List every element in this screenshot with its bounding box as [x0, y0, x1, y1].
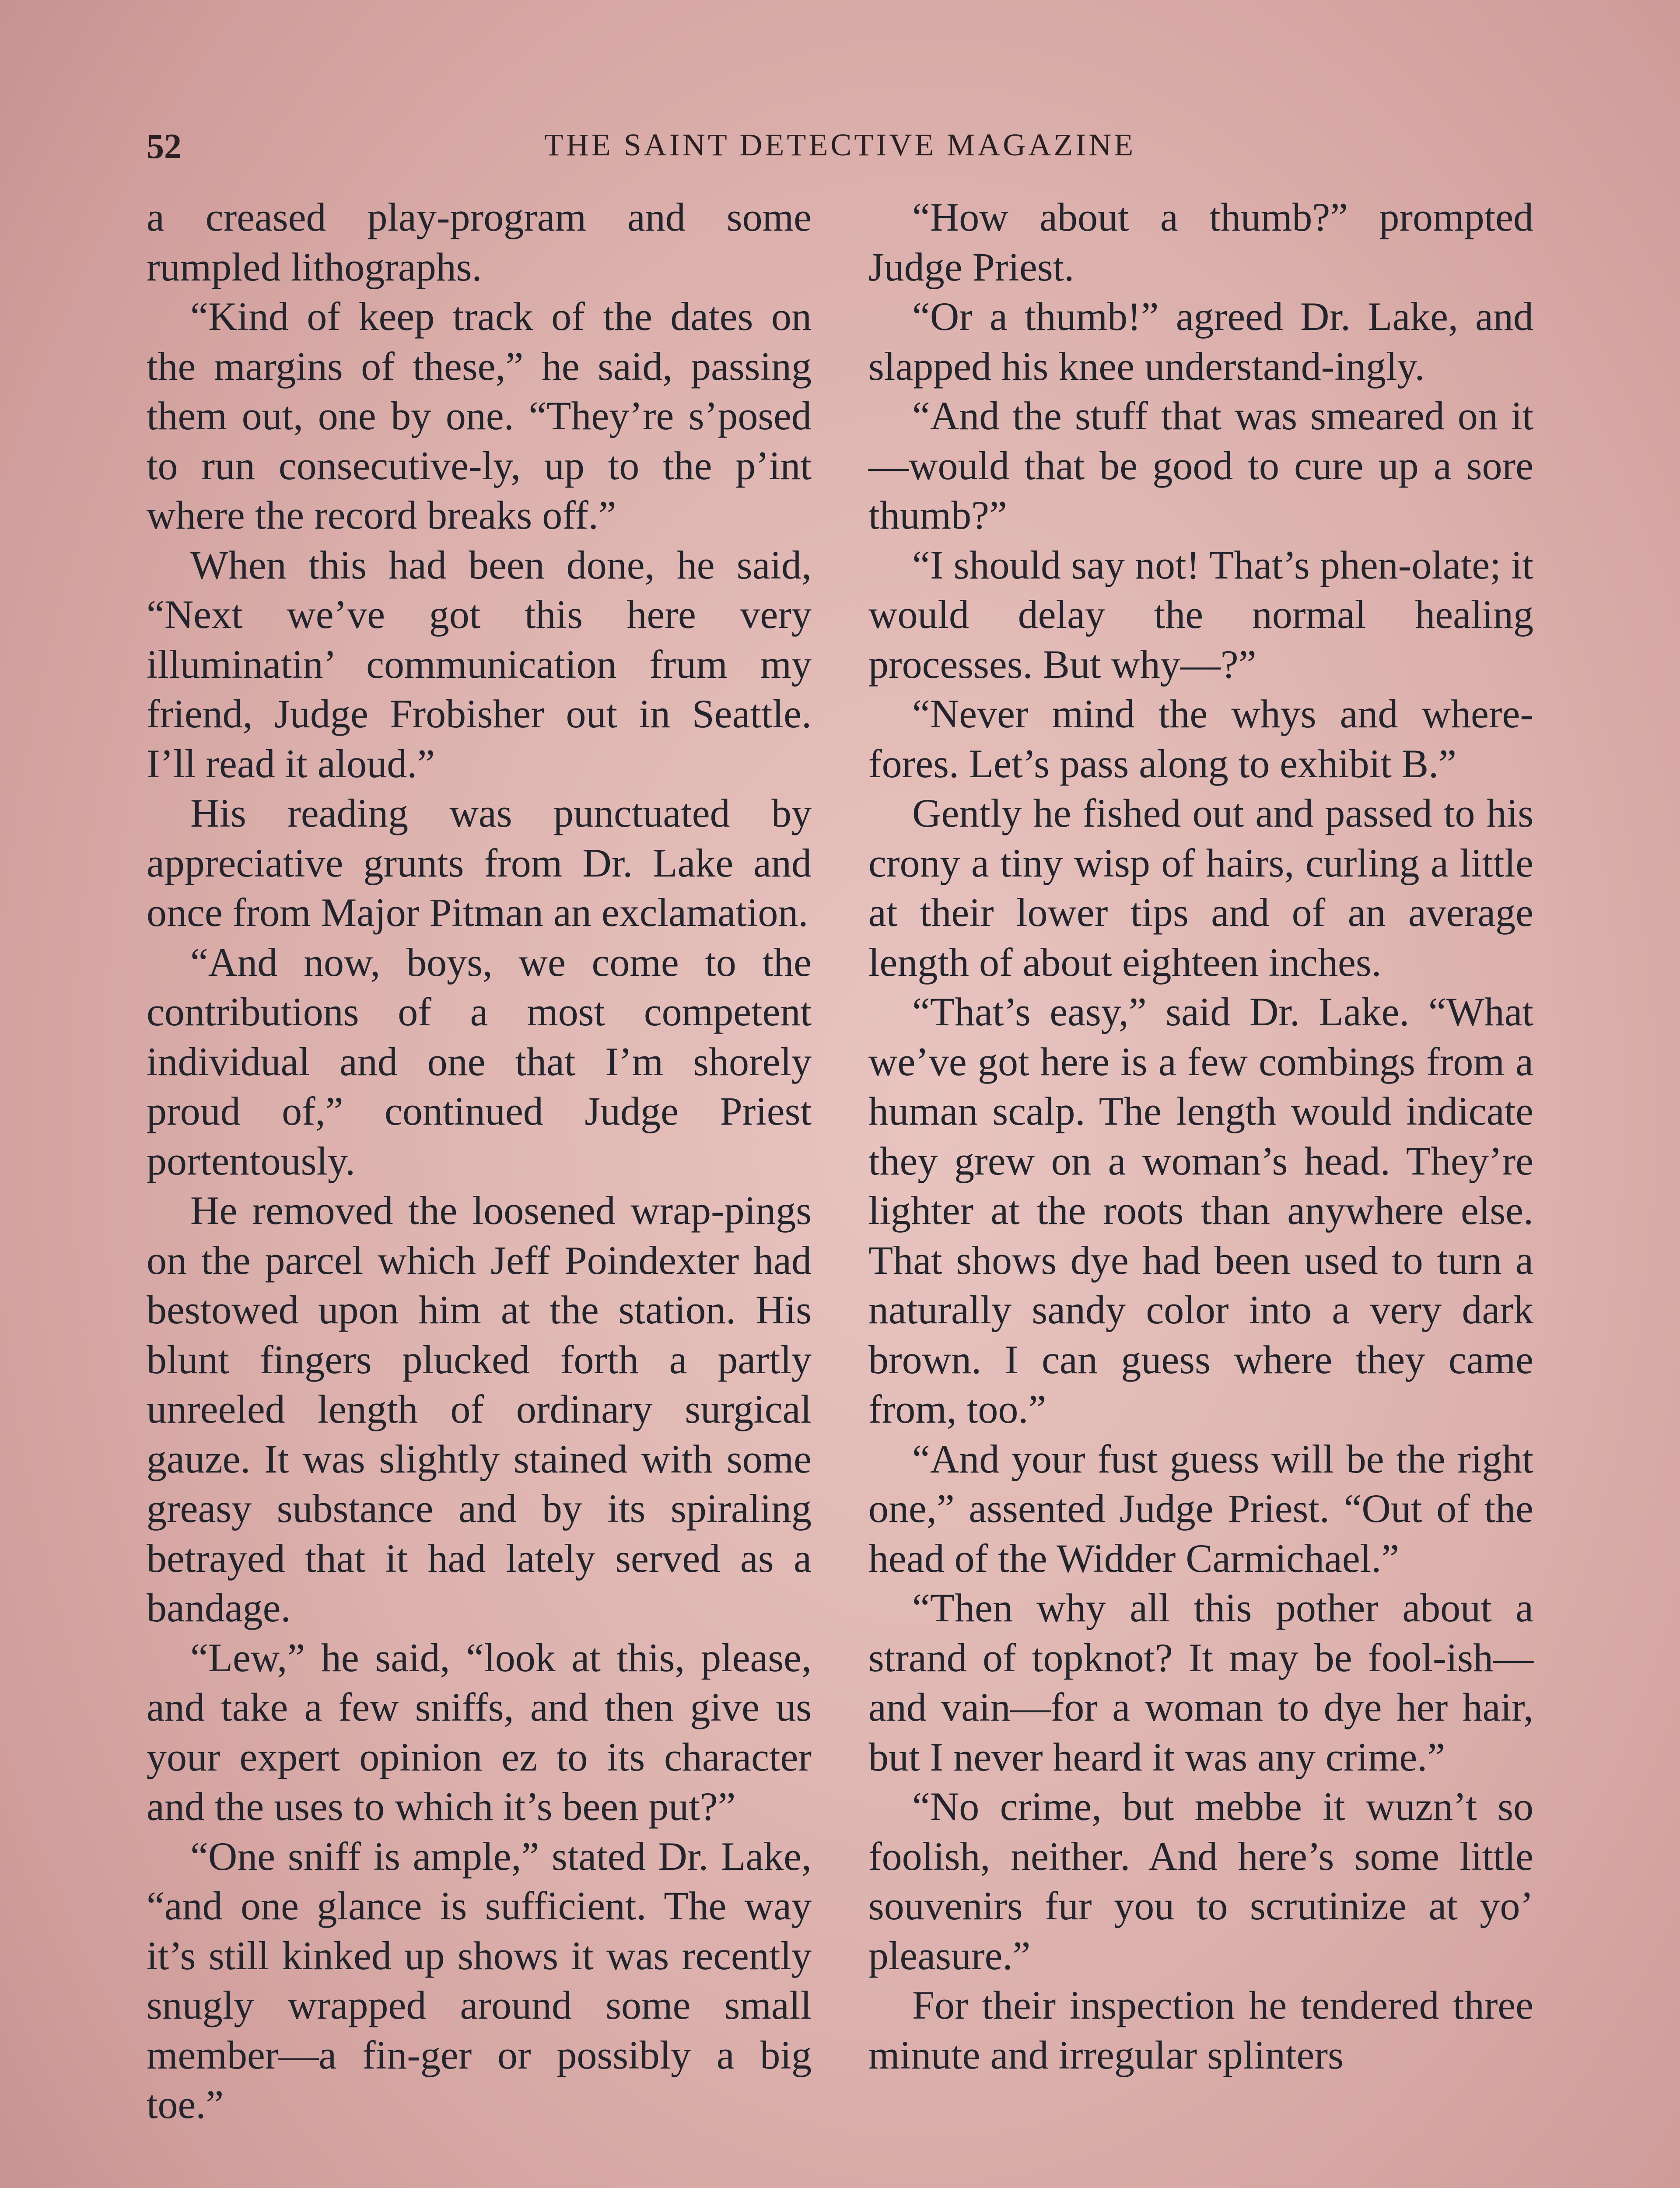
paragraph: “And the stuff that was smeared on it—would that be good to cure up a sore thumb?”: [868, 393, 1533, 537]
paragraph: His reading was punctuated by appreciative grunts from Dr. Lake and once from Major Pitman an exclamation.: [147, 791, 812, 935]
page-header: [0, 127, 1680, 179]
paragraph: “One sniff is ample,” stated Dr. Lake, “and one glance is sufficient. The way it’s still kinked up shows it was recently snugly wrapped around some small member—a fin-ger or possibly a big toe.”: [147, 1834, 812, 2127]
paragraph: “I should say not! That’s phen-olate; it would delay the normal healing processes. But why—?”: [868, 542, 1533, 687]
paragraph: “Never mind the whys and where-fores. Let’s pass along to exhibit B.”: [868, 691, 1533, 786]
paragraph: For their inspection he tendered three minute and irregular splinters: [868, 1983, 1533, 2077]
paragraph: Gently he fished out and passed to his crony a tiny wisp of hairs, curling a little at their lower tips and of an average length of about eighteen inches.: [868, 791, 1533, 985]
paragraph: “How about a thumb?” prompted Judge Priest.: [868, 195, 1533, 289]
right-column: [868, 193, 1533, 2080]
paragraph: He removed the loosened wrap-pings on the parcel which Jeff Poindexter had bestowed upon him at the station. His blunt fingers plucked forth a partly unreeled length of ordinary surgical gauze. It was slightly stained with some greasy substance and by its spiraling betrayed that it had lately served as a bandage.: [147, 1188, 812, 1630]
paragraph: “That’s easy,” said Dr. Lake. “What we’ve got here is a few combings from a human scalp. The length would indicate they grew on a woman’s head. They’re lighter at the roots than anywhere else. That shows dye had been used to turn a naturally sandy color into a very dark brown. I can guess where they came from, too.”: [868, 989, 1533, 1431]
page-number: 52: [147, 127, 182, 166]
paragraph: “No crime, but mebbe it wuzn’t so foolish, neither. And here’s some little souvenirs fur you to scrutinize at yo’ pleasure.”: [868, 1784, 1533, 1978]
paragraph: a creased play-program and some rumpled lithographs.: [147, 195, 812, 289]
running-title: THE SAINT DETECTIVE MAGAZINE: [544, 127, 1136, 162]
paragraph: “Or a thumb!” agreed Dr. Lake, and slapped his knee understand-ingly.: [868, 294, 1533, 389]
paragraph: “And now, boys, we come to the contributions of a most competent individual and one that I’m shorely proud of,” continued Judge Priest portentously.: [147, 940, 812, 1183]
paragraph: “And your fust guess will be the right one,” assented Judge Priest. “Out of the head of the Widder Carmichael.”: [868, 1436, 1533, 1581]
paragraph: “Then why all this pother about a strand of topknot? It may be fool-ish—and vain—for a woman to dye her hair, but I never heard it was any crime.”: [868, 1585, 1533, 1779]
paragraph: “Lew,” he said, “look at this, please, and take a few sniffs, and then give us your expert opinion ez to its character and the uses to which it’s been put?”: [147, 1635, 812, 1829]
paragraph: When this had been done, he said, “Next we’ve got this here very illuminatin’ communication frum my friend, Judge Frobisher out in Seattle. I’ll read it aloud.”: [147, 542, 812, 786]
left-column: [147, 193, 812, 2130]
paragraph: “Kind of keep track of the dates on the margins of these,” he said, passing them out, one by one. “They’re s’posed to run consecutive-ly, up to the p’int where the record breaks off.”: [147, 294, 812, 537]
